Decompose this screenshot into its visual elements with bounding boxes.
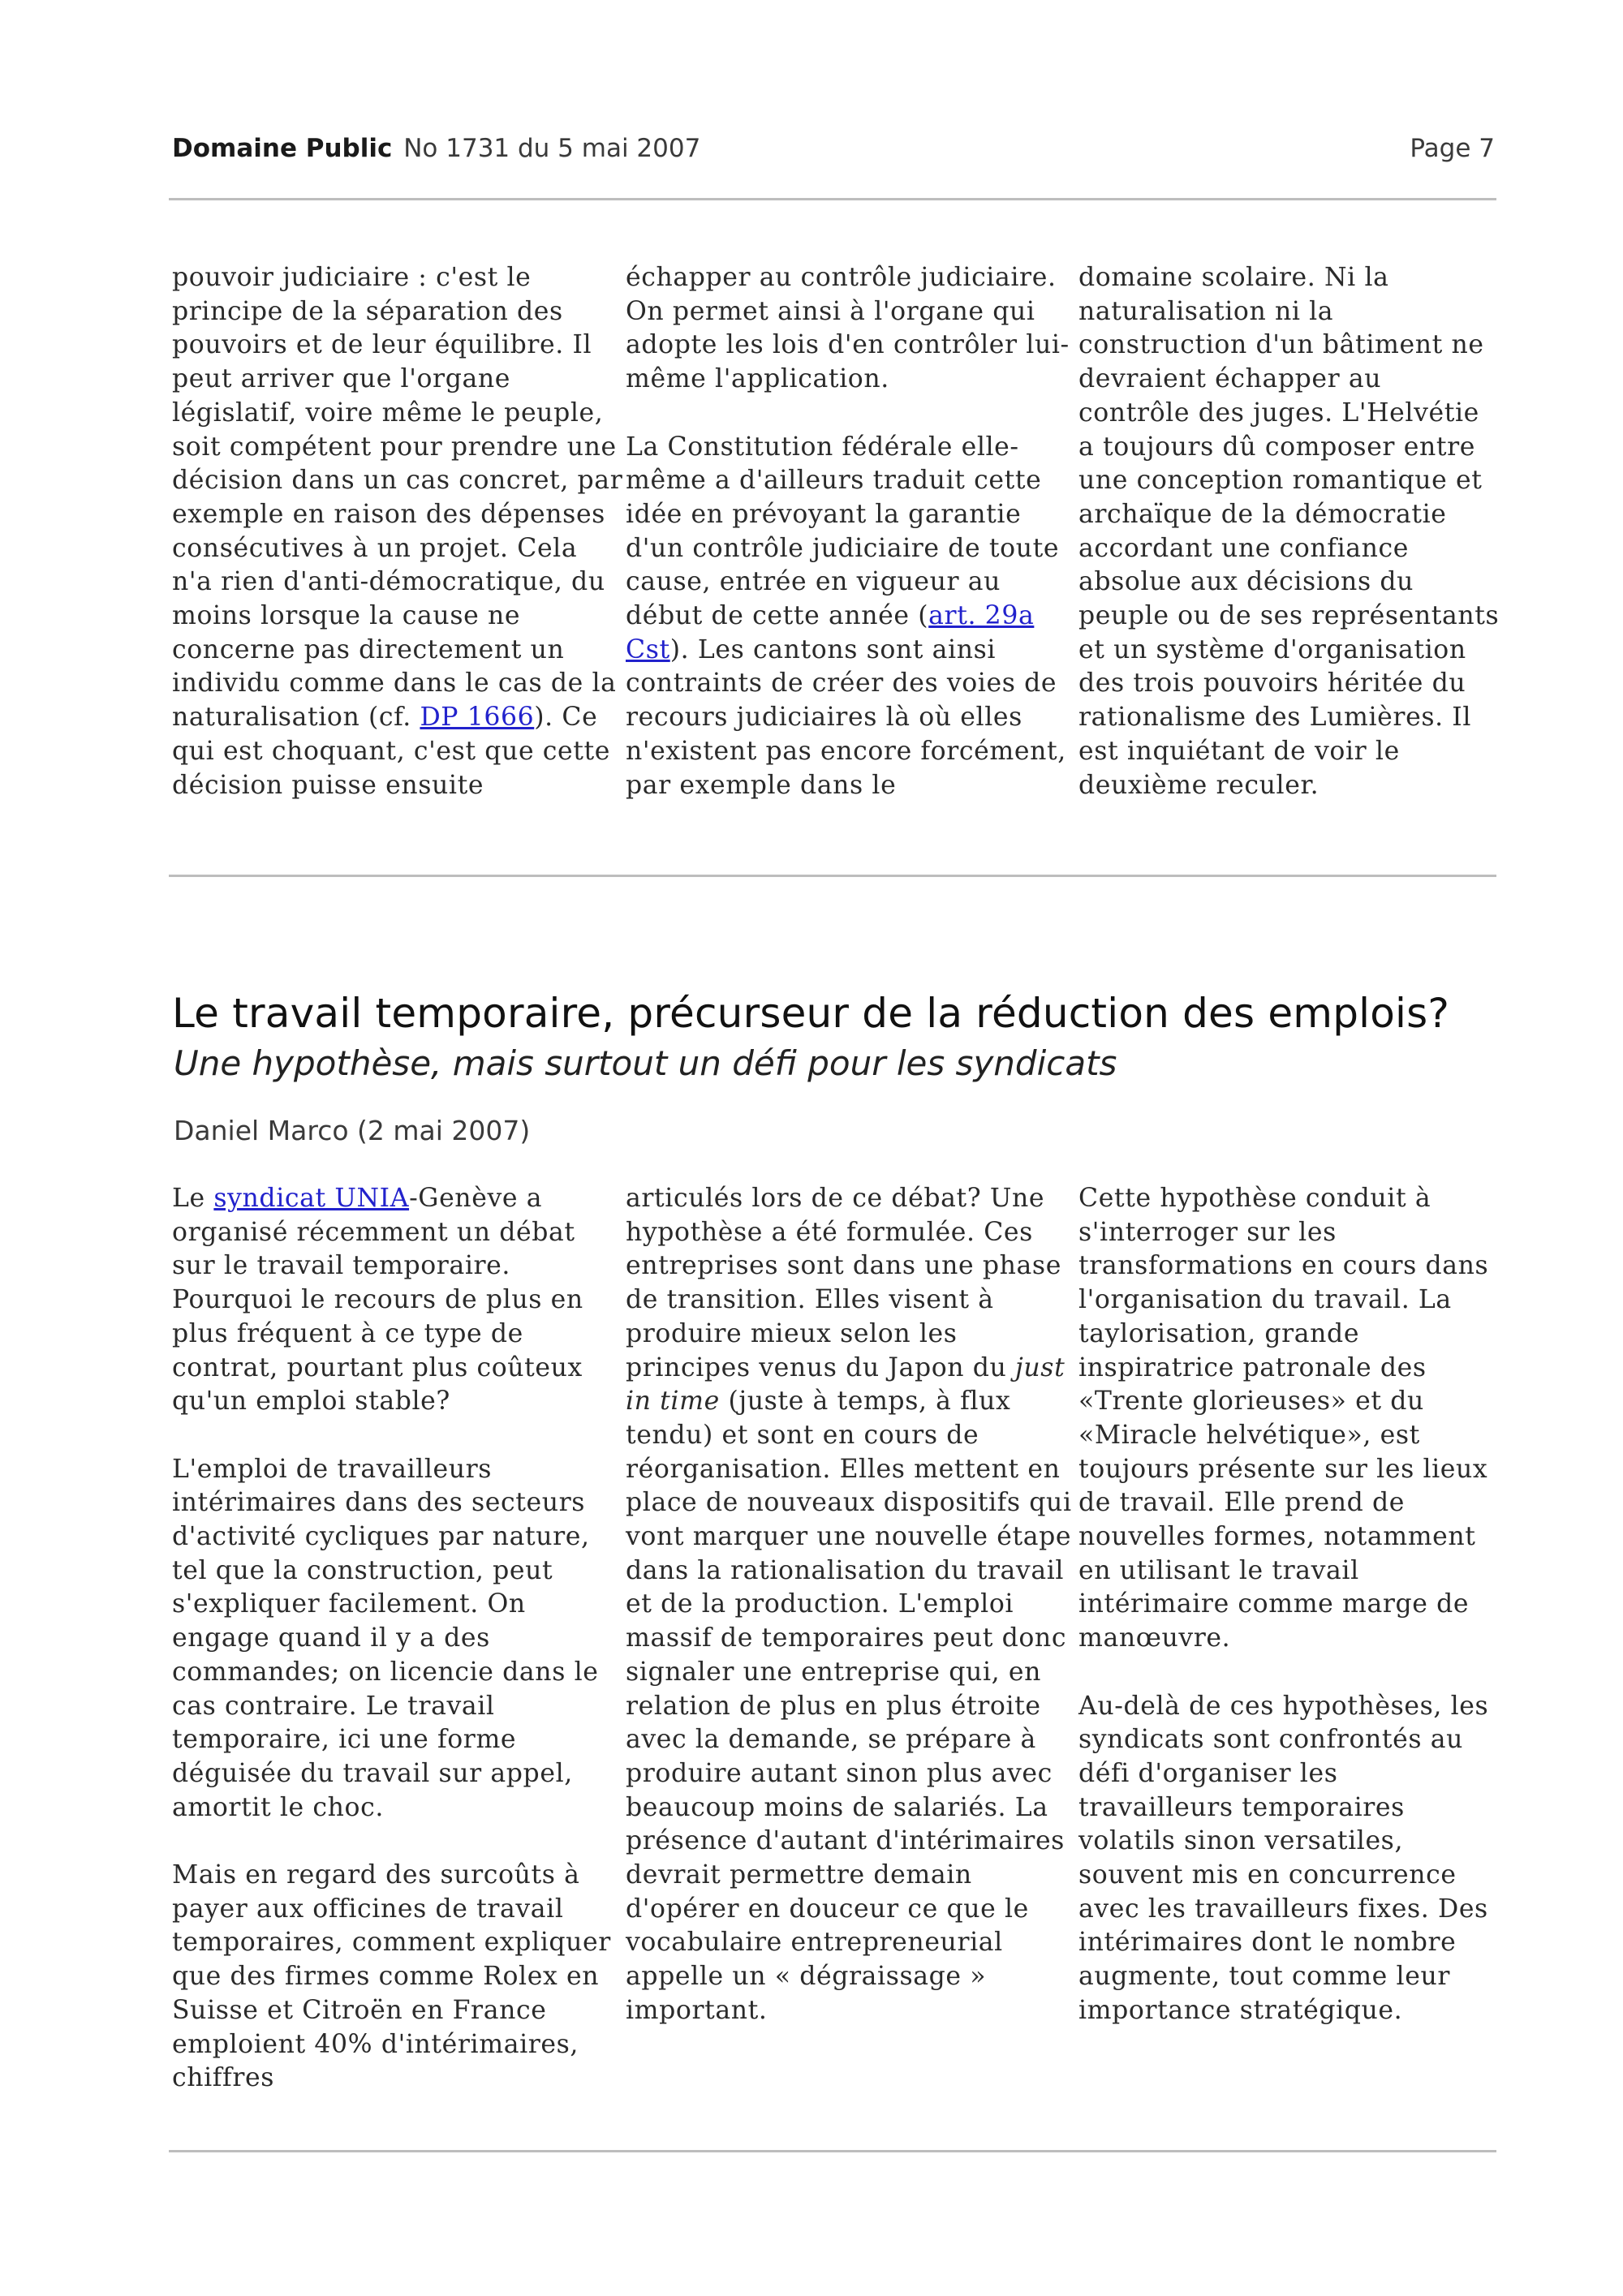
column-1 [172, 261, 626, 802]
paragraph: La Constitution fédérale elle-même a d'ailleurs traduit cette idée en prévoyant la garantie d'un contrôle judiciaire de toute cause, entrée en vigueur au début de cette année (art. 29a Cst). Les cantons sont ainsi contraints de créer des voies de recours judiciaires là où elles n'existent pas encore forcément, par exemple dans le [626, 432, 1066, 800]
article-title: Le travail temporaire, précurseur de la réduction des emplois? [172, 990, 1450, 1037]
paragraph: articulés lors de ce débat? Une hypothèse a été formulée. Ces entreprises sont dans une phase de transition. Elles visent à produire mieux selon les principes venus du Japon du just in time (juste à temps, à flux tendu) et sont en cours de réorganisation. Elles mettent en place de nouveaux dispositifs qui vont marquer une nouvelle étape dans la rationalisation du travail et de la production. L'emploi massif de temporaires peut donc signaler une entreprise qui, en relation de plus en plus étroite avec la demande, se prépare à produire autant sinon plus avec beaucoup moins de salariés. La présence d'autant d'intérimaires devrait permettre demain d'opérer en douceur ce que le vocabulaire entrepreneurial appelle un « dégraissage » important. [626, 1184, 1072, 2025]
column-2 [626, 261, 1078, 802]
paragraph: Mais en regard des surcoûts à payer aux officines de travail temporaires, comment expliquer que des firmes comme Rolex en Suisse et Citroën en France emploient 40% d'intérimaires, chiffres [172, 1860, 611, 2093]
previous-article-columns [172, 261, 1503, 802]
article-byline: Daniel Marco (2 mai 2007) [174, 1115, 531, 1146]
header-divider [169, 198, 1496, 200]
paragraph: Au-delà de ces hypothèses, les syndicats sont confrontés au défi d'organiser les travailleurs temporaires volatils sinon versatiles, souvent mis en concurrence avec les travailleurs fixes. Des intérimaires dont le nombre augmente, tout comme leur importance stratégique. [1078, 1691, 1489, 2025]
article-columns [172, 1182, 1503, 2096]
article-divider [169, 875, 1496, 877]
emphasis: just in time [626, 1352, 1065, 1417]
publication-name: Domaine Public [172, 134, 393, 163]
paragraph: Le syndicat UNIA-Genève a organisé récemment un débat sur le travail temporaire. Pourquoi le recours de plus en plus fréquent à ce type de contrat, pourtant plus coûteux qu'un emploi stable? [172, 1184, 583, 1417]
footer-divider [169, 2150, 1496, 2152]
paragraph: pouvoir judiciaire : c'est le principe de la séparation des pouvoirs et de leur équilibre. Il peut arriver que l'organe législatif, voire même le peuple, soit compétent pour prendre une décision dans un cas concret, par exemple en raison des dépenses consécutives à un projet. Cela n'a rien d'anti-démocratique, du moins lorsque la cause ne concerne pas directement un individu comme dans le cas de la naturalisation (cf. DP 1666). Ce qui est choquant, c'est que cette décision puisse ensuite [172, 263, 623, 800]
page-number: Page 7 [1410, 134, 1495, 163]
page-header [172, 134, 1495, 170]
issue-info: No 1731 du 5 mai 2007 [403, 134, 701, 163]
art-29a-cst-link[interactable]: art. 29a Cst [626, 601, 1035, 664]
syndicat-unia-link[interactable]: syndicat UNIA [213, 1184, 410, 1213]
paragraph: échapper au contrôle judiciaire. On permet ainsi à l'organe qui adopte les lois d'en contrôler lui-même l'application. [626, 263, 1070, 394]
paragraph: Cette hypothèse conduit à s'interroger sur les transformations en cours dans l'organisation du travail. La taylorisation, grande inspiratrice patronale des «Trente glorieuses» et du «Miracle helvétique», est toujours présente sur les lieux de travail. Elle prend de nouvelles formes, notamment en utilisant le travail intérimaire comme marge de manœuvre. [1078, 1184, 1489, 1653]
paragraph: domaine scolaire. Ni la naturalisation ni la construction d'un bâtiment ne devraient échapper au contrôle des juges. L'Helvétie a toujours dû composer entre une conception romantique et archaïque de la démocratie accordant une confiance absolue aux décisions du peuple ou de ses représentants et un système d'organisation des trois pouvoirs héritée du rationalisme des Lumières. Il est inquiétant de voir le deuxième reculer. [1078, 263, 1500, 800]
paragraph: L'emploi de travailleurs intérimaires dans des secteurs d'activité cycliques par nature, tel que la construction, peut s'expliquer facilement. On engage quand il y a des commandes; on licencie dans le cas contraire. Le travail temporaire, ici une forme déguisée du travail sur appel, amortit le choc. [172, 1454, 599, 1822]
column-3 [1078, 261, 1500, 802]
column-2 [626, 1182, 1078, 2096]
column-1 [172, 1182, 626, 2096]
dp-1666-link[interactable]: DP 1666 [420, 703, 535, 733]
article-subtitle: Une hypothèse, mais surtout un défi pour les syndicats [174, 1043, 1117, 1083]
column-3 [1078, 1182, 1500, 2096]
